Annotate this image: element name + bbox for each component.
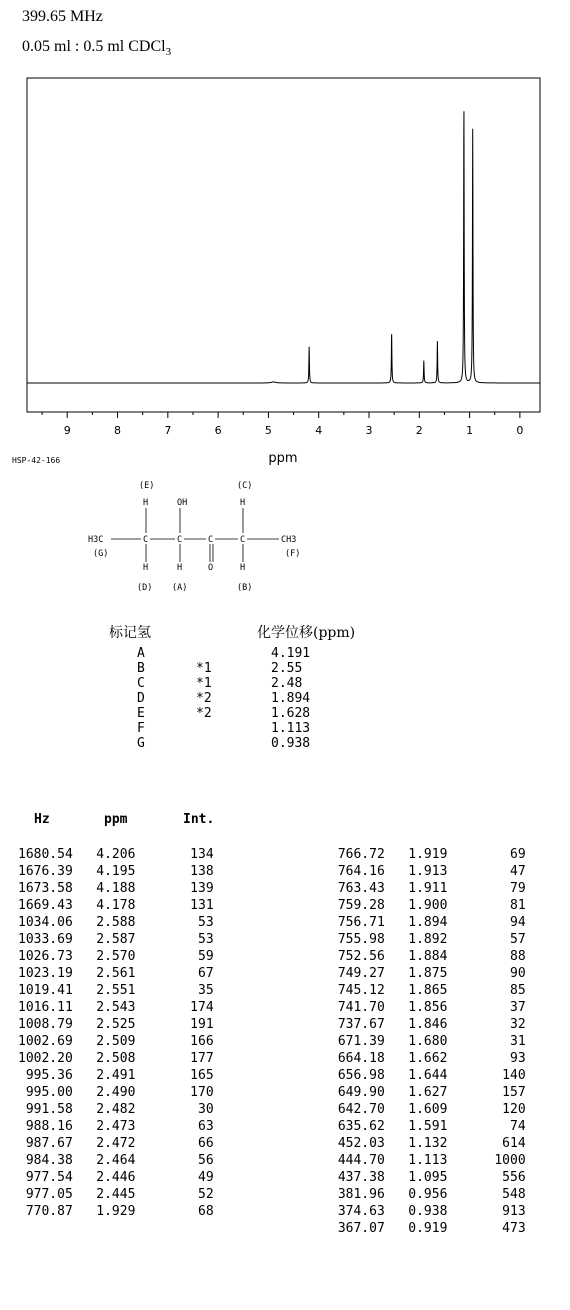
peak-row: 755.98 1.892 57	[330, 932, 526, 947]
atom-H-top-1: H	[143, 498, 149, 508]
peak-row: 367.07 0.919 473	[330, 1221, 526, 1236]
label-C: (C)	[237, 481, 253, 491]
assignment-label: B	[137, 661, 145, 676]
atom-H3C: H3C	[88, 535, 104, 545]
atom-C2: C	[177, 535, 183, 545]
assignment-label: E	[137, 706, 145, 721]
peak-row: 756.71 1.894 94	[330, 915, 526, 930]
label-OH: OH	[177, 498, 188, 508]
assignment-note: *1	[196, 676, 212, 691]
assignment-shift: 1.113	[271, 721, 311, 736]
x-tick-label: 4	[315, 424, 323, 437]
peak-row: 1680.54 4.206 134	[18, 847, 214, 862]
peak-row: 752.56 1.884 88	[330, 949, 526, 964]
peak-header-int: Int.	[183, 812, 215, 827]
label-G: (G)	[93, 549, 109, 559]
assignment-shift: 1.894	[271, 691, 311, 706]
peak-row: 988.16 2.473 63	[18, 1119, 214, 1134]
label-D: (D)	[137, 583, 153, 593]
atom-CH3: CH3	[281, 535, 297, 545]
peak-row: 745.12 1.865 85	[330, 983, 526, 998]
x-tick-label: 7	[164, 424, 172, 437]
spectrum-trace	[27, 111, 540, 383]
assignment-note: *2	[196, 706, 212, 721]
peak-row: 1676.39 4.195 138	[18, 864, 214, 879]
peak-header-hz: Hz	[34, 812, 50, 827]
peak-row: 1023.19 2.561 67	[18, 966, 214, 981]
label-B: (B)	[237, 583, 253, 593]
peak-row: 764.16 1.913 47	[330, 864, 526, 879]
peak-row: 1016.11 2.543 174	[18, 1000, 214, 1015]
peak-row: 763.43 1.911 79	[330, 881, 526, 896]
assignment-shift: 2.55	[271, 661, 303, 676]
assignment-shift: 2.48	[271, 676, 303, 691]
peak-row: 741.70 1.856 37	[330, 1000, 526, 1015]
peak-row: 977.05 2.445 52	[18, 1187, 214, 1202]
peak-row: 635.62 1.591 74	[330, 1119, 526, 1134]
label-A: (A)	[172, 583, 188, 593]
x-tick-label: 5	[264, 424, 272, 437]
peak-row: 1033.69 2.587 53	[18, 932, 214, 947]
assignment-shift: 4.191	[271, 646, 311, 661]
peak-table-right	[330, 846, 526, 1237]
solvent-text: 0.05 ml : 0.5 ml CDCl	[22, 38, 166, 55]
x-axis-label: ppm	[268, 451, 298, 466]
peak-row: 995.00 2.490 170	[18, 1085, 214, 1100]
assignment-label: F	[137, 721, 145, 736]
atom-C4: C	[240, 535, 246, 545]
assignment-shift: 1.628	[271, 706, 311, 721]
assignment-header-label: 标记氢	[109, 625, 151, 641]
peak-row: 770.87 1.929 68	[18, 1204, 214, 1219]
peak-row: 984.38 2.464 56	[18, 1153, 214, 1168]
peak-header-ppm: ppm	[104, 812, 128, 827]
assignment-note: *2	[196, 691, 212, 706]
peak-row: 671.39 1.680 31	[330, 1034, 526, 1049]
solvent-subscript: 3	[165, 46, 172, 59]
chemical-structure	[88, 481, 300, 593]
x-axis	[42, 412, 523, 437]
peak-row: 977.54 2.446 49	[18, 1170, 214, 1185]
peak-row: 749.27 1.875 90	[330, 966, 526, 981]
peak-table-left	[18, 846, 214, 1220]
label-F: (F)	[285, 549, 301, 559]
peak-row: 1673.58 4.188 139	[18, 881, 214, 896]
peak-row: 991.58 2.482 30	[18, 1102, 214, 1117]
spectrum-code: HSP-42-166	[12, 456, 61, 465]
assignment-shift: 0.938	[271, 736, 311, 751]
atom-H-top-3: H	[240, 498, 246, 508]
label-E: (E)	[139, 481, 155, 491]
x-tick-label: 3	[365, 424, 373, 437]
peak-row: 1019.41 2.551 35	[18, 983, 214, 998]
nmr-spectrum-chart	[0, 0, 570, 620]
atom-O: O	[208, 563, 214, 573]
x-tick-label: 2	[415, 424, 423, 437]
atom-C3: C	[208, 535, 214, 545]
peak-row: 437.38 1.095 556	[330, 1170, 526, 1185]
peak-row: 1008.79 2.525 191	[18, 1017, 214, 1032]
peak-row: 995.36 2.491 165	[18, 1068, 214, 1083]
peak-row: 1026.73 2.570 59	[18, 949, 214, 964]
peak-row: 1034.06 2.588 53	[18, 915, 214, 930]
peak-row: 987.67 2.472 66	[18, 1136, 214, 1151]
peak-row: 649.90 1.627 157	[330, 1085, 526, 1100]
peak-row: 1002.20 2.508 177	[18, 1051, 214, 1066]
peak-row: 766.72 1.919 69	[330, 847, 526, 862]
peak-row: 1669.43 4.178 131	[18, 898, 214, 913]
assignment-header-shift: 化学位移(ppm)	[257, 625, 356, 641]
assignment-label: A	[137, 646, 145, 661]
structure-bonds	[111, 508, 279, 562]
x-tick-label: 6	[214, 424, 222, 437]
peak-row: 1002.69 2.509 166	[18, 1034, 214, 1049]
atom-H-bot-1: H	[143, 563, 149, 573]
x-tick-label: 8	[114, 424, 122, 437]
atom-H-bot-3: H	[240, 563, 246, 573]
x-tick-label: 0	[516, 424, 524, 437]
peak-row: 381.96 0.956 548	[330, 1187, 526, 1202]
peak-row: 444.70 1.113 1000	[330, 1153, 526, 1168]
assignment-note: *1	[196, 661, 212, 676]
x-tick-label: 9	[63, 424, 71, 437]
peak-row: 656.98 1.644 140	[330, 1068, 526, 1083]
atom-H-bot-2: H	[177, 563, 183, 573]
spectrometer-frequency: 399.65 MHz	[22, 8, 103, 25]
peak-row: 737.67 1.846 32	[330, 1017, 526, 1032]
peak-row: 452.03 1.132 614	[330, 1136, 526, 1151]
x-tick-label: 1	[466, 424, 474, 437]
assignment-label: D	[137, 691, 145, 706]
assignment-label: G	[137, 736, 145, 751]
peak-row: 374.63 0.938 913	[330, 1204, 526, 1219]
atom-C1: C	[143, 535, 149, 545]
peak-row: 664.18 1.662 93	[330, 1051, 526, 1066]
peak-row: 759.28 1.900 81	[330, 898, 526, 913]
assignment-label: C	[137, 676, 145, 691]
peak-row: 642.70 1.609 120	[330, 1102, 526, 1117]
